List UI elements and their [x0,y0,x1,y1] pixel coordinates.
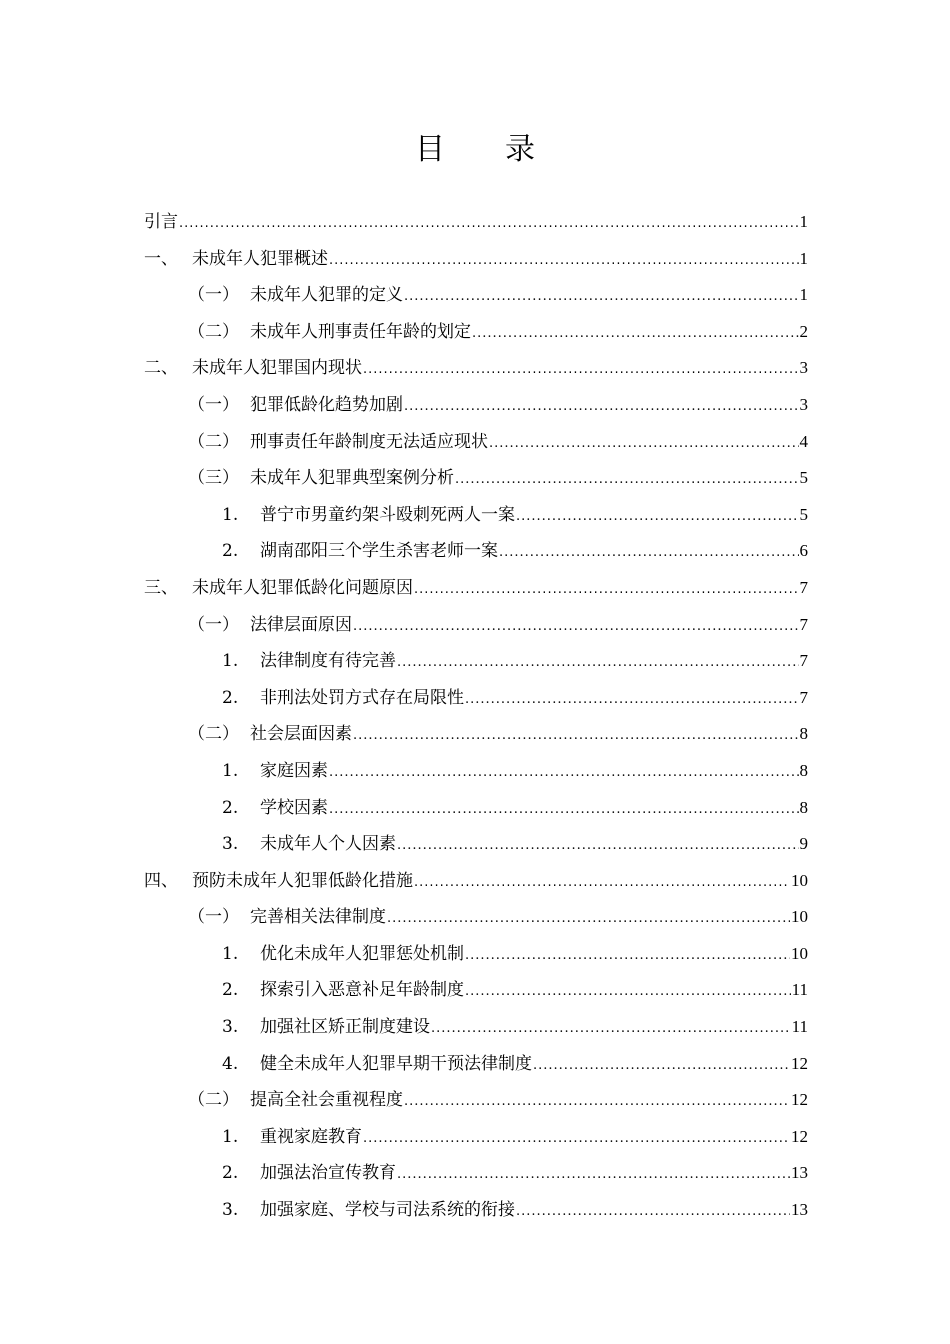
dot-leader [329,792,799,829]
toc-entry-page-number: 1 [799,248,808,268]
dot-leader [404,279,799,316]
toc-entry-title: 普宁市男童约架斗殴刺死两人一案 [260,504,515,525]
toc-entry[interactable] [144,1082,808,1119]
toc-entry[interactable] [144,643,808,680]
toc-entry[interactable] [144,607,808,644]
toc-entry-title: 未成年人犯罪典型案例分析 [250,468,454,489]
toc-entry-title: 法律制度有待完善 [260,651,396,672]
toc-entry-page-number: 2 [799,321,808,341]
toc-entry-number: 1. [222,943,239,964]
toc-entry-page-number: 11 [791,1017,808,1037]
toc-entry-page-number: 6 [799,541,808,561]
toc-entry-page-number: 7 [799,687,808,707]
toc-entry-title: 探索引入恶意补足年龄制度 [260,980,464,1001]
toc-entry-number: 1. [222,651,239,672]
toc-entry-page-number: 7 [799,614,808,634]
toc-entry-title: 未成年人犯罪的定义 [250,285,403,306]
toc-entry[interactable] [144,1046,808,1083]
toc-entry[interactable] [144,863,808,900]
toc-entry-title: 预防未成年人犯罪低龄化措施 [192,870,413,891]
toc-entry-title: 加强家庭、学校与司法系统的衔接 [260,1200,515,1221]
toc-entry-page-number: 1 [799,212,808,231]
toc-entry-number: 3. [222,1017,239,1038]
toc-entry[interactable] [144,460,808,497]
toc-entry-page-number: 5 [799,468,808,488]
toc-entry-number: 1. [222,760,239,781]
dot-leader [353,718,799,755]
toc-entry[interactable] [144,680,808,717]
dot-leader [465,974,791,1011]
toc-entry-number: 2. [222,541,239,562]
toc-entry[interactable] [144,1009,808,1046]
dot-leader [363,352,799,389]
dot-leader [179,206,799,243]
toc-entry-page-number: 5 [799,504,808,524]
toc-entry-number: 3. [222,1200,239,1221]
toc-entry[interactable] [144,972,808,1009]
toc-entry-page-number: 8 [799,760,808,780]
toc-entry-title: 湖南邵阳三个学生杀害老师一案 [260,541,498,562]
toc-entry[interactable] [144,936,808,973]
toc-entry-number: 2. [222,797,239,818]
toc-entry-page-number: 7 [799,651,808,671]
dot-leader [472,316,799,353]
toc-entry-title: 健全未成年人犯罪早期干预法律制度 [260,1053,532,1074]
toc-entry[interactable] [144,1192,808,1229]
dot-leader [397,828,799,865]
toc-entry-number: （一） [188,614,239,635]
toc-entry-title: 提高全社会重视程度 [250,1090,403,1111]
toc-entry-title: 刑事责任年龄制度无法适应现状 [250,431,488,452]
dot-leader [397,645,799,682]
dot-leader [465,938,790,975]
toc-entry[interactable] [144,753,808,790]
toc-entry-page-number: 10 [791,943,808,963]
dot-leader [397,1157,790,1194]
toc-entry-number: 一、 [144,248,178,269]
toc-entry[interactable] [144,204,808,241]
toc-entry-title: 法律层面原因 [250,614,352,635]
toc-entry-page-number: 12 [791,1053,808,1073]
dot-leader [404,389,799,426]
dot-leader [353,609,799,646]
toc-entry-number: （一） [188,285,239,306]
dot-leader [329,755,799,792]
dot-leader [404,1084,790,1121]
toc-entry-page-number: 12 [791,1090,808,1110]
toc-entry-title: 非刑法处罚方式存在局限性 [260,687,464,708]
toc-entry-number: 2. [222,687,239,708]
toc-entry-page-number: 9 [799,834,808,854]
toc-entry-number: 3. [222,834,239,855]
toc-entry[interactable] [144,1119,808,1156]
toc-entry-title: 犯罪低龄化趋势加剧 [250,394,403,415]
dot-leader [516,1194,790,1231]
toc-entry-number: （三） [188,468,239,489]
toc-entry-page-number: 8 [799,797,808,817]
dot-leader [414,572,799,609]
toc-entry-page-number: 13 [791,1200,808,1220]
toc-entry-page-number: 3 [799,358,808,378]
toc-entry-page-number: 7 [799,577,808,597]
toc-entry-number: 4. [222,1053,239,1074]
toc-entry-title: 重视家庭教育 [260,1126,362,1147]
toc-entry[interactable] [144,899,808,936]
toc-entry[interactable] [144,497,808,534]
toc-entry-page-number: 4 [799,431,808,451]
toc-entry[interactable] [144,570,808,607]
toc-entry-number: 1. [222,504,239,525]
toc-entry-number: （二） [188,431,239,452]
toc-entry-title: 引言 [144,212,178,232]
toc-entry-title: 未成年人犯罪低龄化问题原因 [192,577,413,598]
toc-entry-title: 家庭因素 [260,760,328,781]
toc-entry-number: 二、 [144,358,178,379]
toc-entry-number: （二） [188,1090,239,1111]
toc-entry-page-number: 10 [791,870,808,890]
dot-leader [431,1011,791,1048]
toc-entry-title: 加强法治宣传教育 [260,1163,396,1184]
toc-entry-number: 2. [222,980,239,1001]
dot-leader [387,901,790,938]
dot-leader [465,682,799,719]
toc-entry-title: 完善相关法律制度 [250,907,386,928]
toc-entry[interactable] [144,424,808,461]
toc-entry[interactable] [144,350,808,387]
dot-leader [516,499,799,536]
dot-leader [533,1048,790,1085]
toc-entry-number: （二） [188,321,239,342]
toc-entry[interactable] [144,1155,808,1192]
toc-entry-number: 三、 [144,577,178,598]
toc-entry-title: 学校因素 [260,797,328,818]
dot-leader [414,865,790,902]
toc-entry[interactable] [144,716,808,753]
toc-entry-number: （一） [188,907,239,928]
toc-entry-page-number: 8 [799,724,808,744]
toc-entry[interactable] [144,314,808,351]
toc-entry[interactable] [144,387,808,424]
toc-entry-page-number: 3 [799,394,808,414]
dot-leader [455,462,799,499]
toc-entry-title: 加强社区矫正制度建设 [260,1017,430,1038]
toc-entry-title: 优化未成年人犯罪惩处机制 [260,943,464,964]
toc-entry[interactable] [144,241,808,278]
toc-entry-title: 未成年人个人因素 [260,834,396,855]
page-title: 目 录 [415,132,535,167]
dot-leader [329,243,799,280]
toc-entry-page-number: 1 [799,285,808,305]
toc-entry-number: 四、 [144,870,178,891]
toc-entry[interactable] [144,277,808,314]
toc-entry[interactable] [144,533,808,570]
dot-leader [489,426,799,463]
toc-entry-page-number: 13 [791,1163,808,1183]
toc-entry-number: 1. [222,1126,239,1147]
toc-entry-page-number: 10 [791,907,808,927]
dot-leader [363,1121,790,1158]
table-of-contents [144,204,808,1229]
toc-entry[interactable] [144,790,808,827]
toc-entry-title: 未成年人犯罪国内现状 [192,358,362,379]
toc-entry-title: 社会层面因素 [250,724,352,745]
toc-entry-title: 未成年人犯罪概述 [192,248,328,269]
toc-entry-title: 未成年人刑事责任年龄的划定 [250,321,471,342]
toc-entry-number: （一） [188,394,239,415]
toc-entry-page-number: 12 [791,1126,808,1146]
toc-entry-number: 2. [222,1163,239,1184]
dot-leader [499,535,799,572]
toc-entry-number: （二） [188,724,239,745]
toc-entry-page-number: 11 [791,980,808,1000]
toc-entry[interactable] [144,826,808,863]
